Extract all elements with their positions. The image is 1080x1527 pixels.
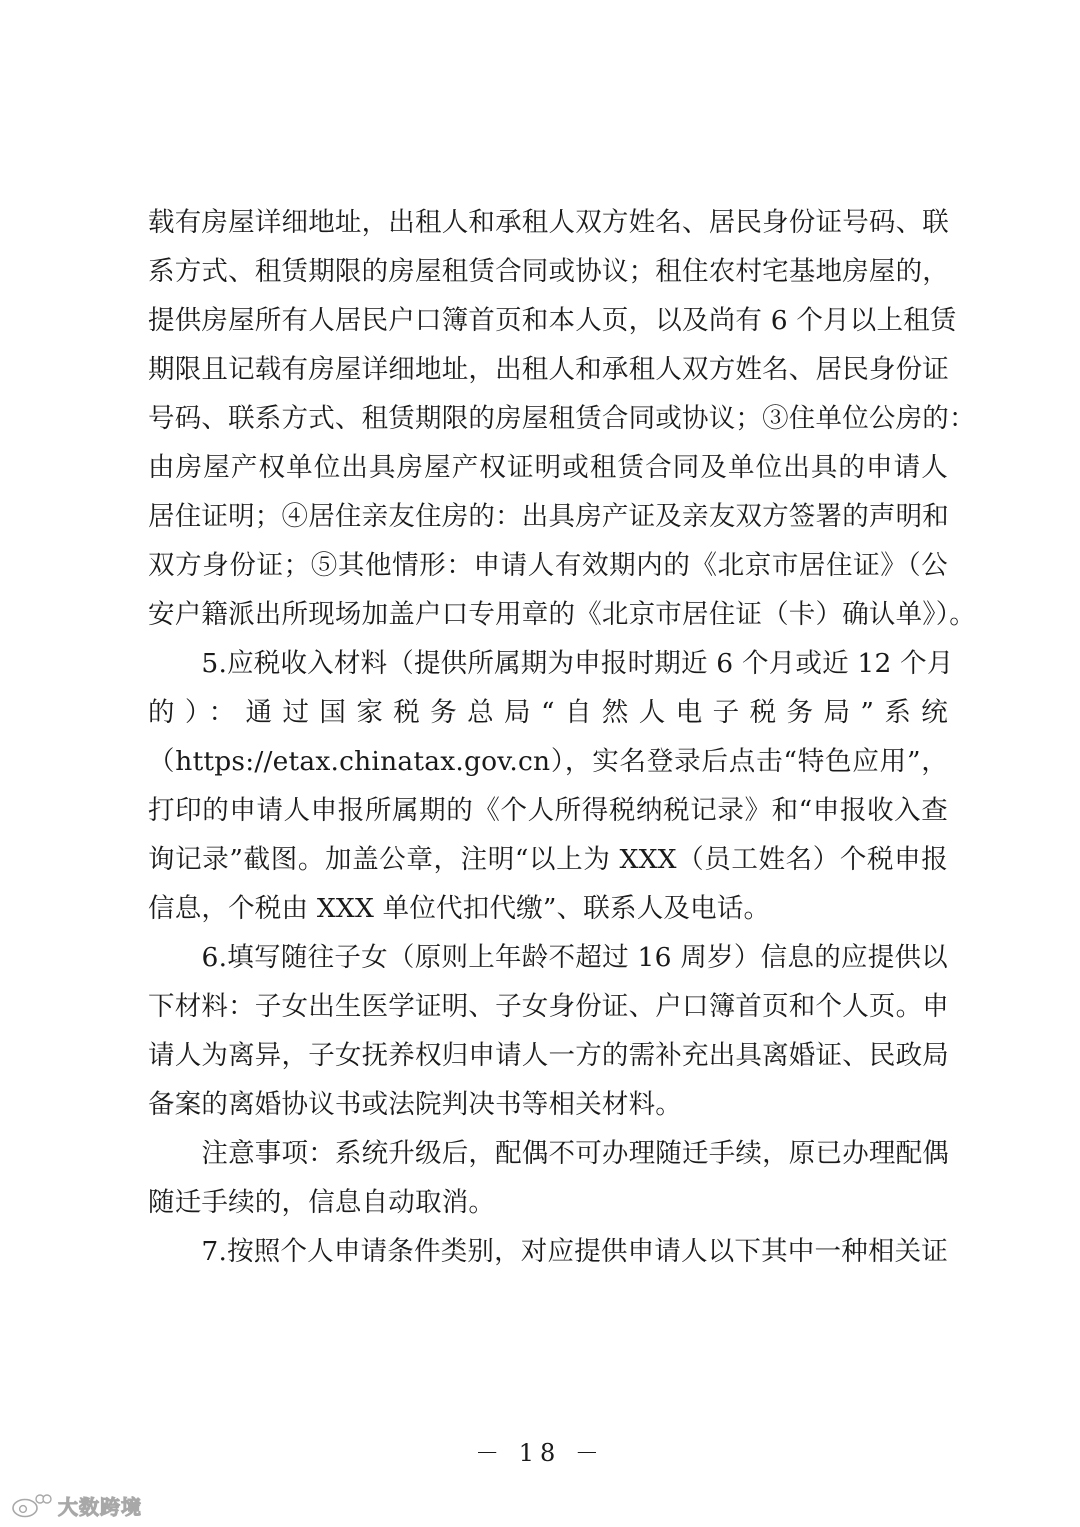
weibo-logo-icon <box>10 1491 52 1519</box>
text-line: 的）：通过国家税务总局“自然人电子税务局”系统 <box>148 697 948 728</box>
text-line: 打印的申请人申报所属期的《个人所得税纳税记录》和“申报收入查 <box>148 795 948 826</box>
text-line: 提供房屋所有人居民户口簿首页和本人页，以及尚有 6 个月以上租赁 <box>148 305 957 336</box>
notice-paragraph-start: 注意事项：系统升级后，配偶不可办理随迁手续，原已办理配偶 <box>148 1138 949 1169</box>
page-number: － 18 － <box>475 1439 605 1467</box>
text-line: 双方身份证；⑤其他情形：申请人有效期内的《北京市居住证》（公 <box>148 550 948 581</box>
text-line: 请人为离异，子女抚养权归申请人一方的需补充出具离婚证、民政局 <box>148 1040 949 1071</box>
watermark <box>10 1490 142 1520</box>
text-line: 随迁手续的，信息自动取消。 <box>148 1187 496 1218</box>
text-line: 期限且记载有房屋详细地址，出租人和承租人双方姓名、居民身份证 <box>148 354 949 385</box>
body-text <box>148 198 976 1276</box>
text-line: 载有房屋详细地址，出租人和承租人双方姓名、居民身份证号码、联 <box>148 207 949 238</box>
text-line: 号码、联系方式、租赁期限的房屋租赁合同或协议；③住单位公房的： <box>148 403 976 434</box>
paragraph-7-start: 7.按照个人申请条件类别，对应提供申请人以下其中一种相关证 <box>148 1236 948 1267</box>
text-line: 安户籍派出所现场加盖户口专用章的《北京市居住证（卡）确认单》）。 <box>148 599 976 630</box>
text-line: 询记录”截图。加盖公章，注明“以上为 XXX（员工姓名）个税申报 <box>148 844 948 875</box>
paragraph-6-start: 6.填写随往子女（原则上年龄不超过 16 周岁）信息的应提供以 <box>148 942 948 973</box>
text-line: （https://etax.chinatax.gov.cn），实名登录后点击“特色应用”， <box>148 746 948 777</box>
watermark-text: 大数跨境 <box>58 1494 142 1519</box>
text-line: 备案的离婚协议书或法院判决书等相关材料。 <box>148 1089 682 1120</box>
text-line: 居住证明；④居住亲友住房的：出具房产证及亲友双方签署的声明和 <box>148 501 949 532</box>
text-line: 系方式、租赁期限的房屋租赁合同或协议；租住农村宅基地房屋的， <box>148 256 949 287</box>
text-line: 由房屋产权单位出具房屋产权证明或租赁合同及单位出具的申请人 <box>148 452 948 483</box>
text-line: 信息，个税由 XXX 单位代扣代缴”、联系人及电话。 <box>148 893 771 924</box>
paragraph-5-start: 5.应税收入材料（提供所属期为申报时期近 6 个月或近 12 个月 <box>148 648 954 679</box>
text-line: 下材料：子女出生医学证明、子女身份证、户口簿首页和个人页。申 <box>148 991 949 1022</box>
